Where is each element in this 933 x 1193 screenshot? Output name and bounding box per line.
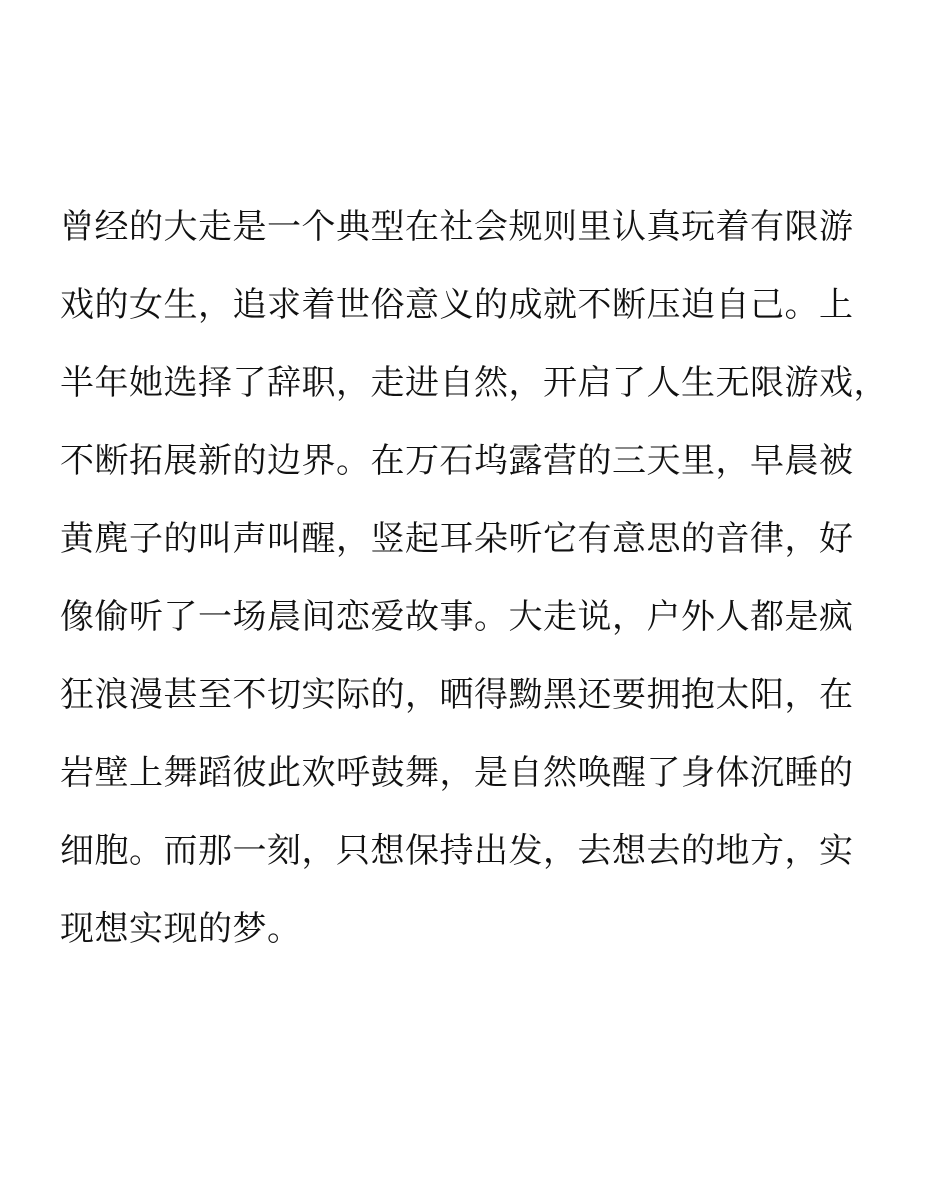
- paragraph-line-2: 戏的女生，追求着世俗意义的成就不断压迫自己。上: [60, 285, 854, 325]
- paragraph-line-3: 半年她选择了辞职，走进自然，开启了人生无限游戏，: [60, 363, 888, 403]
- paragraph-line-8: 岩壁上舞蹈彼此欢呼鼓舞，是自然唤醒了身体沉睡的: [60, 753, 854, 793]
- paragraph-line-4: 不断拓展新的边界。在万石坞露营的三天里，早晨被: [60, 441, 854, 481]
- paragraph-line-1: 曾经的大走是一个典型在社会规则里认真玩着有限游: [60, 207, 854, 247]
- paragraph-line-6: 像偷听了一场晨间恋爱故事。大走说，户外人都是疯: [60, 597, 854, 637]
- paragraph-line-7: 狂浪漫甚至不切实际的，晒得黝黑还要拥抱太阳，在: [60, 675, 854, 715]
- article-paragraph: [60, 188, 888, 968]
- paragraph-line-10: 现想实现的梦。: [60, 909, 302, 949]
- paragraph-line-9: 细胞。而那一刻，只想保持出发，去想去的地方，实: [60, 831, 854, 871]
- paragraph-line-5: 黄麂子的叫声叫醒，竖起耳朵听它有意思的音律，好: [60, 519, 854, 559]
